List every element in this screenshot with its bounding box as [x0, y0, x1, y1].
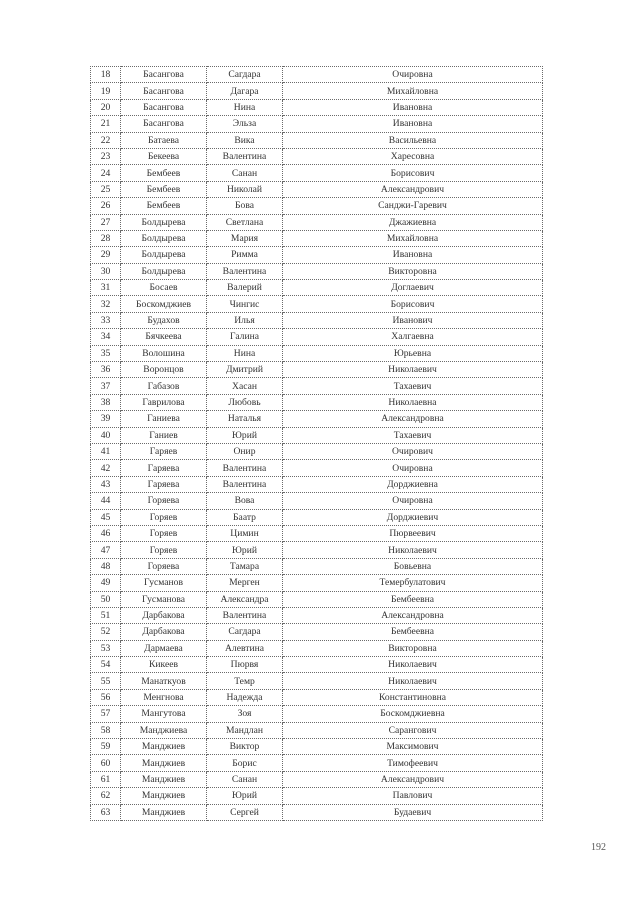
row-number-cell: 23: [91, 148, 121, 164]
last-name-cell: Ганиев: [121, 427, 207, 443]
table-row: [91, 362, 543, 378]
patronymic-cell: Очировна: [283, 460, 543, 476]
last-name-cell: Бембеев: [121, 198, 207, 214]
first-name-cell: Валентина: [207, 460, 283, 476]
row-number-cell: 53: [91, 640, 121, 656]
last-name-cell: Батаева: [121, 132, 207, 148]
patronymic-cell: Темербулатович: [283, 575, 543, 591]
first-name-cell: Онир: [207, 443, 283, 459]
row-number-cell: 36: [91, 362, 121, 378]
row-number-cell: 47: [91, 542, 121, 558]
patronymic-cell: Николаевна: [283, 394, 543, 410]
table-row: [91, 83, 543, 99]
roster-table: [90, 66, 543, 821]
patronymic-cell: Александровна: [283, 411, 543, 427]
patronymic-cell: Константиновна: [283, 689, 543, 705]
patronymic-cell: Тахаевич: [283, 427, 543, 443]
row-number-cell: 34: [91, 329, 121, 345]
row-number-cell: 39: [91, 411, 121, 427]
patronymic-cell: Николаевич: [283, 673, 543, 689]
patronymic-cell: Тимофеевич: [283, 755, 543, 771]
first-name-cell: Нина: [207, 345, 283, 361]
table-row: [91, 640, 543, 656]
table-row: [91, 509, 543, 525]
last-name-cell: Кикеев: [121, 657, 207, 673]
last-name-cell: Басангова: [121, 83, 207, 99]
last-name-cell: Гаврилова: [121, 394, 207, 410]
table-row: [91, 296, 543, 312]
table-row: [91, 394, 543, 410]
table-row: [91, 329, 543, 345]
patronymic-cell: Доглаевич: [283, 280, 543, 296]
patronymic-cell: Халгаевна: [283, 329, 543, 345]
row-number-cell: 38: [91, 394, 121, 410]
row-number-cell: 26: [91, 198, 121, 214]
last-name-cell: Басангова: [121, 99, 207, 115]
row-number-cell: 41: [91, 443, 121, 459]
table-row: [91, 198, 543, 214]
row-number-cell: 22: [91, 132, 121, 148]
patronymic-cell: Очировна: [283, 493, 543, 509]
patronymic-cell: Васильевна: [283, 132, 543, 148]
table-row: [91, 673, 543, 689]
row-number-cell: 52: [91, 624, 121, 640]
patronymic-cell: Санджи-Гаревич: [283, 198, 543, 214]
first-name-cell: Эльза: [207, 116, 283, 132]
last-name-cell: Болдырева: [121, 247, 207, 263]
last-name-cell: Болдырева: [121, 230, 207, 246]
last-name-cell: Горяева: [121, 493, 207, 509]
row-number-cell: 42: [91, 460, 121, 476]
patronymic-cell: Дорджиевна: [283, 476, 543, 492]
row-number-cell: 46: [91, 525, 121, 541]
last-name-cell: Басангова: [121, 116, 207, 132]
row-number-cell: 48: [91, 558, 121, 574]
last-name-cell: Горяев: [121, 525, 207, 541]
table-row: [91, 165, 543, 181]
patronymic-cell: Михайловна: [283, 230, 543, 246]
last-name-cell: Басангова: [121, 67, 207, 83]
row-number-cell: 30: [91, 263, 121, 279]
first-name-cell: Дагара: [207, 83, 283, 99]
patronymic-cell: Викторовна: [283, 263, 543, 279]
first-name-cell: Илья: [207, 312, 283, 328]
row-number-cell: 45: [91, 509, 121, 525]
patronymic-cell: Джажиевна: [283, 214, 543, 230]
last-name-cell: Болдырева: [121, 214, 207, 230]
first-name-cell: Бова: [207, 198, 283, 214]
first-name-cell: Наталья: [207, 411, 283, 427]
table-row: [91, 558, 543, 574]
row-number-cell: 49: [91, 575, 121, 591]
last-name-cell: Горяева: [121, 558, 207, 574]
table-row: [91, 804, 543, 820]
row-number-cell: 54: [91, 657, 121, 673]
first-name-cell: Римма: [207, 247, 283, 263]
last-name-cell: Дарбакова: [121, 607, 207, 623]
last-name-cell: Манаткуов: [121, 673, 207, 689]
table-row: [91, 312, 543, 328]
table-row: [91, 263, 543, 279]
patronymic-cell: Тахаевич: [283, 378, 543, 394]
last-name-cell: Горяев: [121, 509, 207, 525]
first-name-cell: Мария: [207, 230, 283, 246]
first-name-cell: Санан: [207, 165, 283, 181]
row-number-cell: 62: [91, 788, 121, 804]
table-row: [91, 689, 543, 705]
patronymic-cell: Ивановна: [283, 99, 543, 115]
first-name-cell: Любовь: [207, 394, 283, 410]
row-number-cell: 56: [91, 689, 121, 705]
first-name-cell: Пюрвя: [207, 657, 283, 673]
first-name-cell: Мерген: [207, 575, 283, 591]
last-name-cell: Бембеев: [121, 165, 207, 181]
patronymic-cell: Бовьевна: [283, 558, 543, 574]
table-row: [91, 148, 543, 164]
first-name-cell: Сагдара: [207, 624, 283, 640]
last-name-cell: Будахов: [121, 312, 207, 328]
patronymic-cell: Борисович: [283, 296, 543, 312]
row-number-cell: 58: [91, 722, 121, 738]
table-row: [91, 591, 543, 607]
row-number-cell: 21: [91, 116, 121, 132]
patronymic-cell: Александровна: [283, 607, 543, 623]
table-row: [91, 722, 543, 738]
table-row: [91, 99, 543, 115]
first-name-cell: Чингис: [207, 296, 283, 312]
first-name-cell: Светлана: [207, 214, 283, 230]
first-name-cell: Валентина: [207, 263, 283, 279]
last-name-cell: Бекеева: [121, 148, 207, 164]
last-name-cell: Манджиев: [121, 771, 207, 787]
table-row: [91, 181, 543, 197]
last-name-cell: Гаряева: [121, 476, 207, 492]
table-row: [91, 657, 543, 673]
first-name-cell: Николай: [207, 181, 283, 197]
row-number-cell: 31: [91, 280, 121, 296]
first-name-cell: Борис: [207, 755, 283, 771]
first-name-cell: Зоя: [207, 706, 283, 722]
patronymic-cell: Николаевич: [283, 362, 543, 378]
first-name-cell: Баатр: [207, 509, 283, 525]
patronymic-cell: Бембеевна: [283, 624, 543, 640]
row-number-cell: 35: [91, 345, 121, 361]
patronymic-cell: Будаевич: [283, 804, 543, 820]
last-name-cell: Менгнова: [121, 689, 207, 705]
last-name-cell: Манджиева: [121, 722, 207, 738]
row-number-cell: 40: [91, 427, 121, 443]
last-name-cell: Манджиев: [121, 788, 207, 804]
last-name-cell: Гусманов: [121, 575, 207, 591]
patronymic-cell: Дорджиевич: [283, 509, 543, 525]
patronymic-cell: Павлович: [283, 788, 543, 804]
table-row: [91, 771, 543, 787]
row-number-cell: 59: [91, 739, 121, 755]
patronymic-cell: Юрьевна: [283, 345, 543, 361]
row-number-cell: 63: [91, 804, 121, 820]
last-name-cell: Горяев: [121, 542, 207, 558]
table-row: [91, 378, 543, 394]
table-row: [91, 345, 543, 361]
first-name-cell: Галина: [207, 329, 283, 345]
row-number-cell: 32: [91, 296, 121, 312]
last-name-cell: Босаев: [121, 280, 207, 296]
row-number-cell: 60: [91, 755, 121, 771]
table-row: [91, 67, 543, 83]
first-name-cell: Алевтина: [207, 640, 283, 656]
patronymic-cell: Очировна: [283, 67, 543, 83]
last-name-cell: Волошина: [121, 345, 207, 361]
last-name-cell: Бембеев: [121, 181, 207, 197]
row-number-cell: 44: [91, 493, 121, 509]
first-name-cell: Нина: [207, 99, 283, 115]
row-number-cell: 19: [91, 83, 121, 99]
first-name-cell: Тамара: [207, 558, 283, 574]
first-name-cell: Мандлан: [207, 722, 283, 738]
last-name-cell: Ганиева: [121, 411, 207, 427]
first-name-cell: Цимин: [207, 525, 283, 541]
table-row: [91, 755, 543, 771]
last-name-cell: Воронцов: [121, 362, 207, 378]
row-number-cell: 55: [91, 673, 121, 689]
row-number-cell: 50: [91, 591, 121, 607]
patronymic-cell: Александрович: [283, 771, 543, 787]
row-number-cell: 18: [91, 67, 121, 83]
patronymic-cell: Николаевич: [283, 657, 543, 673]
first-name-cell: Надежда: [207, 689, 283, 705]
table-row: [91, 427, 543, 443]
first-name-cell: Сергей: [207, 804, 283, 820]
row-number-cell: 57: [91, 706, 121, 722]
last-name-cell: Гаряева: [121, 460, 207, 476]
last-name-cell: Габазов: [121, 378, 207, 394]
table-row: [91, 493, 543, 509]
table-row: [91, 788, 543, 804]
table-row: [91, 706, 543, 722]
last-name-cell: Бячкеева: [121, 329, 207, 345]
patronymic-cell: Александрович: [283, 181, 543, 197]
table-row: [91, 739, 543, 755]
last-name-cell: Манджиев: [121, 739, 207, 755]
patronymic-cell: Максимович: [283, 739, 543, 755]
first-name-cell: Юрий: [207, 427, 283, 443]
last-name-cell: Болдырева: [121, 263, 207, 279]
table-row: [91, 460, 543, 476]
first-name-cell: Юрий: [207, 788, 283, 804]
patronymic-cell: Боскомджиевна: [283, 706, 543, 722]
patronymic-cell: Михайловна: [283, 83, 543, 99]
row-number-cell: 61: [91, 771, 121, 787]
page-number: 192: [591, 842, 606, 853]
table-row: [91, 411, 543, 427]
patronymic-cell: Пюрвеевич: [283, 525, 543, 541]
first-name-cell: Вика: [207, 132, 283, 148]
row-number-cell: 20: [91, 99, 121, 115]
first-name-cell: Валентина: [207, 476, 283, 492]
first-name-cell: Валерий: [207, 280, 283, 296]
patronymic-cell: Очирович: [283, 443, 543, 459]
first-name-cell: Темр: [207, 673, 283, 689]
last-name-cell: Манджиев: [121, 804, 207, 820]
patronymic-cell: Николаевич: [283, 542, 543, 558]
table-row: [91, 280, 543, 296]
first-name-cell: Санан: [207, 771, 283, 787]
table-row: [91, 116, 543, 132]
patronymic-cell: Ивановна: [283, 116, 543, 132]
first-name-cell: Сагдара: [207, 67, 283, 83]
last-name-cell: Гаряев: [121, 443, 207, 459]
table-row: [91, 542, 543, 558]
first-name-cell: Александра: [207, 591, 283, 607]
table-row: [91, 230, 543, 246]
table-row: [91, 624, 543, 640]
row-number-cell: 24: [91, 165, 121, 181]
row-number-cell: 43: [91, 476, 121, 492]
row-number-cell: 33: [91, 312, 121, 328]
patronymic-cell: Иванович: [283, 312, 543, 328]
table-row: [91, 247, 543, 263]
patronymic-cell: Викторовна: [283, 640, 543, 656]
table-row: [91, 607, 543, 623]
table-row: [91, 575, 543, 591]
row-number-cell: 27: [91, 214, 121, 230]
row-number-cell: 51: [91, 607, 121, 623]
last-name-cell: Дарбакова: [121, 624, 207, 640]
last-name-cell: Дармаева: [121, 640, 207, 656]
first-name-cell: Дмитрий: [207, 362, 283, 378]
table-row: [91, 476, 543, 492]
patronymic-cell: Ивановна: [283, 247, 543, 263]
row-number-cell: 37: [91, 378, 121, 394]
first-name-cell: Юрий: [207, 542, 283, 558]
table-row: [91, 443, 543, 459]
patronymic-cell: Сарангович: [283, 722, 543, 738]
roster-body: [91, 67, 543, 821]
last-name-cell: Манджиев: [121, 755, 207, 771]
row-number-cell: 28: [91, 230, 121, 246]
patronymic-cell: Бембеевна: [283, 591, 543, 607]
last-name-cell: Гусманова: [121, 591, 207, 607]
first-name-cell: Виктор: [207, 739, 283, 755]
first-name-cell: Хасан: [207, 378, 283, 394]
patronymic-cell: Харесовна: [283, 148, 543, 164]
first-name-cell: Валентина: [207, 148, 283, 164]
first-name-cell: Валентина: [207, 607, 283, 623]
last-name-cell: Мангутова: [121, 706, 207, 722]
table-row: [91, 525, 543, 541]
row-number-cell: 29: [91, 247, 121, 263]
last-name-cell: Боскомджиев: [121, 296, 207, 312]
first-name-cell: Вова: [207, 493, 283, 509]
patronymic-cell: Борисович: [283, 165, 543, 181]
row-number-cell: 25: [91, 181, 121, 197]
table-row: [91, 132, 543, 148]
table-row: [91, 214, 543, 230]
